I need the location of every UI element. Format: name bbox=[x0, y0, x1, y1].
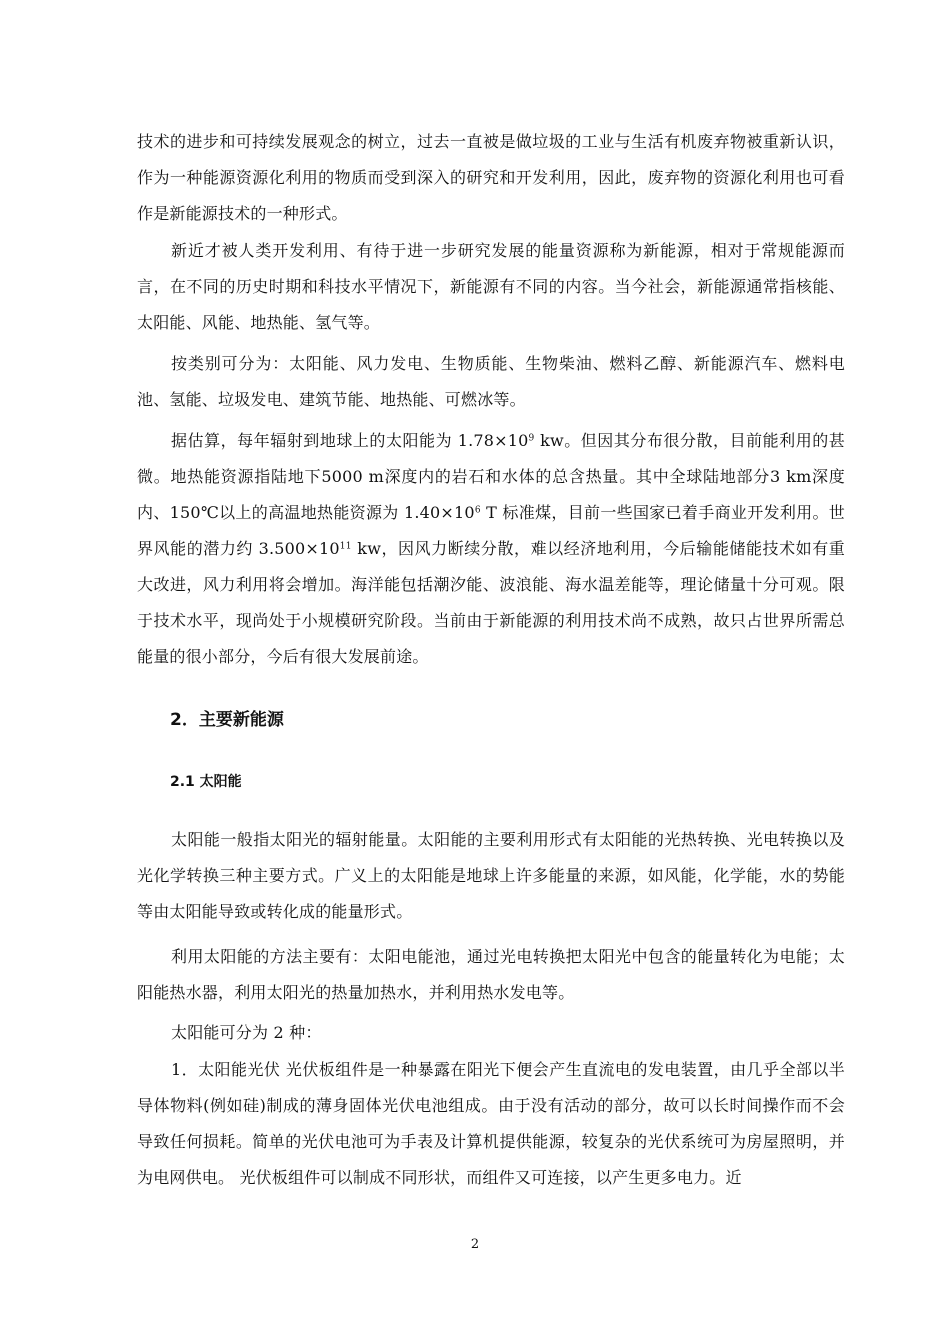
estimate-text-b: kw。但因其分布很分散，目前能利用的甚微。地热能资源指陆地下5000 m深度内的岩石和水体的总含热量。其中全球陆地部分3 km深度内、150℃以上的高温地热能资源为 1.40×10 bbox=[137, 431, 845, 522]
section-heading-main-new-energy: 2．主要新能源 bbox=[170, 710, 284, 730]
paragraph-new-energy-definition: 新近才被人类开发利用、有待于进一步研究发展的能量资源称为新能源，相对于常规能源而言，在不同的历史时期和科技水平情况下，新能源有不同的内容。当今社会，新能源通常指核能、太阳能、风能、地热能、氢气等。 bbox=[137, 241, 845, 332]
paragraph-solar-photovoltaic: 1．太阳能光伏 光伏板组件是一种暴露在阳光下便会产生直流电的发电装置，由几乎全部以半导体物料(例如硅)制成的薄身固体光伏电池组成。由于没有活动的部分，故可以长时间操作而不会导致任何损耗。简单的光伏电池可为手表及计算机提供能源，较复杂的光伏系统可为房屋照明，并为电网供电。 光伏板组件可以制成不同形状，而组件又可连接，以产生更多电力。近 bbox=[137, 1060, 845, 1187]
paragraph-solar-types-intro: 太阳能可分为 2 种： bbox=[171, 1023, 322, 1042]
subsection-heading-solar: 2.1 太阳能 bbox=[170, 774, 242, 790]
paragraph-waste-resources: 技术的进步和可持续发展观念的树立，过去一直被是做垃圾的工业与生活有机废弃物被重新认识，作为一种能源资源化利用的物质而受到深入的研究和开发利用，因此，废弃物的资源化利用也可看作是新能源技术的一种形式。 bbox=[137, 132, 845, 223]
exponent-11: 11 bbox=[339, 541, 352, 552]
exponent-6: 6 bbox=[474, 505, 481, 516]
paragraph-energy-estimates bbox=[137, 423, 845, 675]
paragraph-solar-methods: 利用太阳能的方法主要有：太阳电能池，通过光电转换把太阳光中包含的能量转化为电能；太阳能热水器，利用太阳光的热量加热水，并利用热水发电等。 bbox=[137, 947, 845, 1002]
exponent-9: 9 bbox=[528, 433, 535, 444]
estimate-text-a: 据估算，每年辐射到地球上的太阳能为 1.78×10 bbox=[171, 431, 529, 450]
page-number: 2 bbox=[470, 1237, 480, 1252]
estimate-text-d: kw，因风力断续分散，难以经济地利用，今后输能储能技术如有重大改进，风力利用将会增加。海洋能包括潮汐能、波浪能、海水温差能等，理论储量十分可观。限于技术水平，现尚处于小规模研究阶段。当前由于新能源的利用技术尚不成熟，故只占世界所需总能量的很小部分，今后有很大发展前途。 bbox=[137, 539, 845, 666]
estimate-text-c: T 标准煤，目前一些国家已着手商业开发利用。世界风能的潜力约 3.500×10 bbox=[137, 503, 845, 558]
paragraph-energy-categories: 按类别可分为：太阳能、风力发电、生物质能、生物柴油、燃料乙醇、新能源汽车、燃料电池、氢能、垃圾发电、建筑节能、地热能、可燃冰等。 bbox=[137, 354, 845, 409]
paragraph-solar-definition: 太阳能一般指太阳光的辐射能量。太阳能的主要利用形式有太阳能的光热转换、光电转换以及光化学转换三种主要方式。广义上的太阳能是地球上许多能量的来源，如风能，化学能，水的势能等由太阳能导致或转化成的能量形式。 bbox=[137, 830, 845, 921]
